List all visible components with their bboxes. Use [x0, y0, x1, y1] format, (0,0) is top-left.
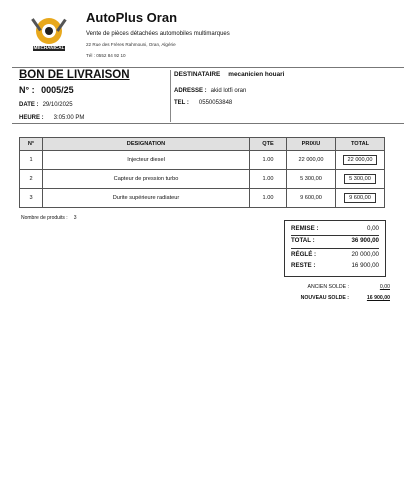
cell-qte: 1.00 [250, 170, 287, 189]
reste-row [291, 262, 379, 269]
date-label: DATE : [19, 102, 39, 108]
cell-qte: 1.00 [250, 189, 287, 208]
recipient-header [174, 71, 292, 78]
regle-row [291, 251, 379, 258]
address-label: ADRESSE : [174, 88, 207, 94]
cell-prix: 22 000,00 [287, 151, 336, 170]
total-row [291, 237, 379, 244]
remise-value: 0,00 [366, 225, 379, 232]
logo-text: MECHANICAL [33, 45, 65, 50]
mechanic-logo-icon [31, 14, 67, 60]
ancien-solde-value: 0,00 [379, 284, 390, 290]
document-number-value: 0005/25 [41, 85, 74, 95]
product-count [21, 215, 76, 221]
cell-designation: Injecteur diesel [43, 151, 250, 170]
header-qte: QTE [250, 138, 287, 151]
cell-total-value: 9 600,00 [344, 193, 376, 203]
recipient-label: DESTINATAIRE [174, 71, 221, 78]
total-value: 36 900,00 [351, 237, 379, 244]
document-number [19, 85, 74, 95]
document-title: BON DE LIVRAISON [19, 69, 130, 81]
company-tagline: Vente de pièces détachées automobiles multimarques [86, 31, 230, 37]
cell-designation: Capteur de pression turbo [43, 170, 250, 189]
company-phone: Tél : 0552 84 92 10 [86, 53, 126, 58]
total-label: TOTAL : [291, 237, 315, 244]
product-count-label: Nombre de produits : [21, 215, 68, 221]
cell-total [336, 151, 385, 170]
document-number-label: N° : [19, 85, 35, 95]
nouveau-solde-value: 16 900,00 [366, 295, 390, 301]
cell-total [336, 170, 385, 189]
cell-total-value: 5 300,00 [344, 174, 376, 184]
regle-value: 20 000,00 [351, 251, 379, 258]
divider-vertical [170, 70, 171, 122]
phone-label: TEL : [174, 100, 189, 106]
header-n: N° [20, 138, 43, 151]
cell-total-value: 22 000,00 [343, 155, 378, 165]
table-header-row [20, 138, 385, 151]
cell-total [336, 189, 385, 208]
regle-label: RÉGLÉ : [291, 251, 317, 258]
ancien-solde-label: ANCIEN SOLDE : [307, 284, 349, 290]
table-row [20, 170, 385, 189]
table-row [20, 189, 385, 208]
remise-row [291, 225, 379, 232]
divider [12, 123, 404, 124]
company-name: AutoPlus Oran [86, 10, 178, 25]
cell-qte: 1.00 [250, 151, 287, 170]
divider [12, 67, 404, 68]
divider [291, 248, 379, 249]
remise-label: REMISE : [291, 225, 319, 232]
header-total: TOTAL [336, 138, 385, 151]
reste-label: RESTE : [291, 262, 316, 269]
time-value: 3:05:00 PM [53, 115, 85, 121]
table-row [20, 151, 385, 170]
phone-value: 0550053848 [198, 100, 233, 106]
date-value: 29/10/2025 [42, 102, 73, 108]
company-address: 22 Rue des Frères Rahmouni, Oran, Algérie [86, 42, 176, 47]
time-label: HEURE : [19, 115, 44, 121]
header-prix: PRIX/U [287, 138, 336, 151]
divider [291, 235, 379, 236]
recipient-name: mecanicien houari [228, 71, 285, 78]
nouveau-solde-label: NOUVEAU SOLDE : [300, 295, 349, 301]
recipient-address [174, 88, 246, 94]
items-table [19, 137, 385, 208]
header-designation: DESIGNATION [43, 138, 250, 151]
reste-value: 16 900,00 [351, 262, 379, 269]
cell-n: 1 [20, 151, 43, 170]
product-count-value: 3 [73, 215, 77, 221]
address-value: akid lotfi oran [210, 88, 247, 94]
document-date [19, 102, 73, 108]
cell-n: 2 [20, 170, 43, 189]
cell-prix: 5 300,00 [287, 170, 336, 189]
recipient-phone [174, 100, 232, 106]
document-time [19, 115, 84, 121]
cell-n: 3 [20, 189, 43, 208]
totals-box [284, 220, 386, 277]
cell-designation: Durite supérieure radiateur [43, 189, 250, 208]
cell-prix: 9 600,00 [287, 189, 336, 208]
